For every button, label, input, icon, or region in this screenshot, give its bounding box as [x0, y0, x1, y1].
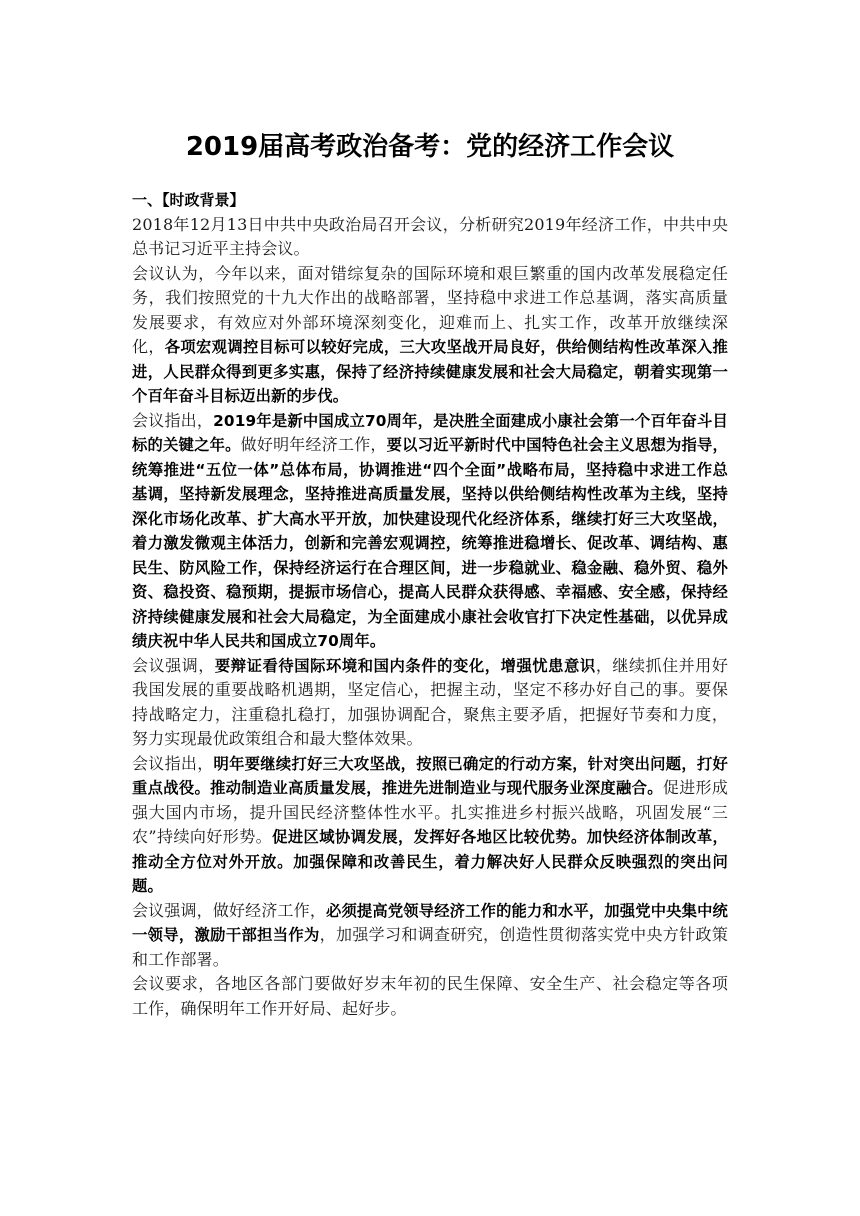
- bold-text: 2019年是新中国成立70周年，是决胜全面建成小康社会第一个百年奋斗目标的关键之年。: [132, 411, 728, 454]
- text-segment: 做好明年经济工作，: [240, 435, 387, 454]
- paragraph: [132, 409, 728, 654]
- paragraph: [132, 262, 728, 409]
- paragraph: [132, 752, 728, 899]
- paragraph: [132, 654, 728, 752]
- text-segment: ，加强学习和调查研究，创造性贯彻落实党中央方针政策和工作部署。: [132, 925, 728, 969]
- bold-text: 要以习近平新时代中国特色社会主义思想为指导，统筹推进“五位一体”总体布局，协调推进“四个全面”战略布局，坚持稳中求进工作总基调，坚持新发展理念，坚持推进高质量发展，坚持以供给侧结构性改革为主线，坚持深化市场化改革、扩大高水平开放，加快建设现代化经济体系，继续打好三大攻坚战，着力激发微观主体活力，创新和完善宏观调控，统筹推进稳增长、促改革、调结构、惠民生、防风险工作，保持经济运行在合理区间，进一步稳就业、稳金融、稳外贸、稳外资、稳投资、稳预期，提振市场信心，提高人民群众获得感、幸福感、安全感，保持经济持续健康发展和社会大局稳定，为全面建成小康社会收官打下决定性基础，以优异成绩庆祝中华人民共和国成立70周年。: [132, 436, 728, 650]
- document-title: 2019届高考政治备考：党的经济工作会议: [185, 132, 675, 162]
- bold-text: 各项宏观调控目标可以较好完成，三大攻坚战开局良好，供给侧结构性改革深入推进，人民群众得到更多实惠，保持了经济持续健康发展和社会大局稳定，朝着实现第一个百年奋斗目标迈出新的步伐。: [132, 338, 728, 405]
- text-segment: 会议指出，: [132, 753, 214, 773]
- bold-text: 要辩证看待国际环境和国内条件的变化，增强忧患意识: [214, 656, 596, 675]
- text-segment: 2018年12月13日中共中央政治局召开会议，分析研究2019年经济工作，中共中央总书记习近平主持会议。: [132, 214, 728, 258]
- paragraph: [132, 972, 728, 1021]
- paragraph: [132, 213, 728, 262]
- text-segment: 会议强调，做好经济工作，: [132, 900, 326, 920]
- paragraph-list: [132, 213, 728, 1022]
- text-segment: 会议要求，各地区各部门要做好岁末年初的民生保障、安全生产、社会稳定等各项工作，确保明年工作开好局、起好步。: [132, 974, 728, 1018]
- text-segment: 会议强调，: [132, 655, 215, 675]
- bold-text: 必须提高党领导经济工作的能力和水平，加强党中央集中统一领导，激励干部担当作为: [132, 901, 728, 944]
- document-body: [132, 188, 728, 1021]
- text-segment: 会议认为，今年以来，面对错综复杂的国际环境和艰巨繁重的国内改革发展稳定任务，我们按照党的十九大作出的战略部署，坚持稳中求进工作总基调，落实高质量发展要求，有效应对外部环境深刻变化，迎难而上、扎实工作，改革开放继续深化，: [132, 263, 728, 356]
- bold-text: 明年要继续打好三大攻坚战，按照已确定的行动方案，针对突出问题，打好重点战役。推动制造业高质量发展，推进先进制造业与现代服务业深度融合。: [132, 754, 728, 797]
- bold-text: 促进区域协调发展，发挥好各地区比较优势。加快经济体制改革，推动全方位对外开放。加强保障和改善民生，着力解决好人民群众反映强烈的突出问题。: [132, 828, 729, 895]
- paragraph: [132, 899, 728, 973]
- section-heading: 一、【时政背景】: [132, 191, 245, 209]
- text-segment: 促进形成强大国内市场，提升国民经济整体性水平。扎实推进乡村振兴战略，巩固发展“三农”持续向好形势。: [132, 778, 728, 846]
- text-segment: 会议指出，: [132, 410, 214, 430]
- text-segment: ，继续抓住并用好我国发展的重要战略机遇期，坚定信心，把握主动，坚定不移办好自己的事。要保持战略定力，注重稳扎稳打，加强协调配合，聚焦主要矛盾，把握好节奏和力度，努力实现最优政策组合和最大整体效果。: [132, 655, 728, 748]
